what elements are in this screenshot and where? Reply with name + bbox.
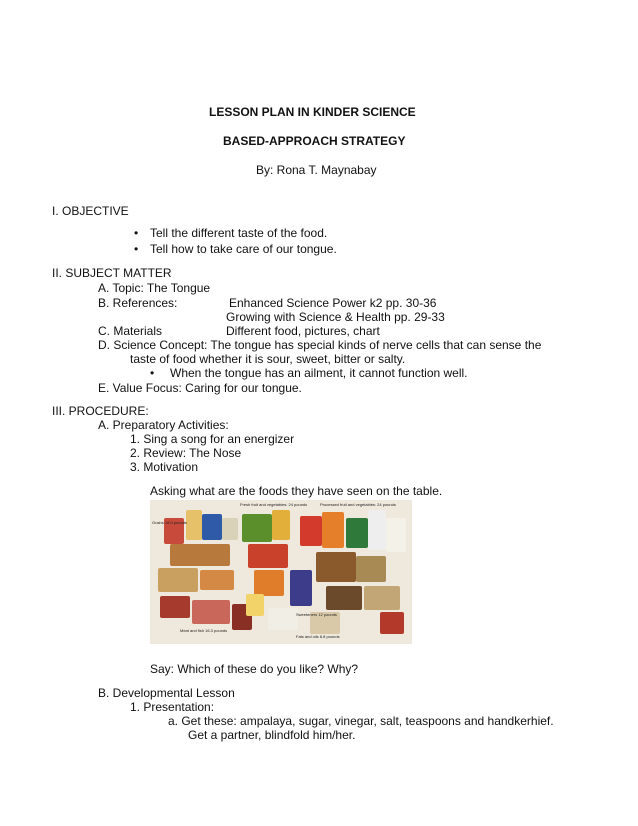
materials-value: Different food, pictures, chart: [226, 324, 380, 338]
bullet-icon: •: [150, 366, 155, 380]
value-focus-line: E. Value Focus: Caring for our tongue.: [98, 381, 302, 395]
say-prompt: Say: Which of these do you like? Why?: [150, 662, 359, 676]
bullet-icon: •: [134, 242, 139, 256]
procedure-heading: III. PROCEDURE:: [52, 404, 149, 418]
author-line: By: Rona T. Maynabay: [256, 163, 377, 177]
references-label: B. References:: [98, 296, 178, 310]
photo-caption: Fresh fruit and vegetables: 24 pounds: [240, 502, 308, 507]
objective-item: Tell the different taste of the food.: [150, 226, 328, 240]
photo-caption: Fats and oils 8.8 pounds: [296, 634, 340, 639]
objective-item: Tell how to take care of our tongue.: [150, 242, 337, 256]
bullet-icon: •: [134, 226, 139, 240]
science-concept-line: D. Science Concept: The tongue has special kinds of nerve cells that can sense the: [98, 338, 542, 352]
materials-label: C. Materials: [98, 324, 163, 338]
presentation-step: a. Get these: ampalaya, sugar, vinegar, salt, teaspoons and handkerhief.: [168, 714, 554, 728]
topic-line: A. Topic: The Tongue: [98, 281, 211, 295]
page-subtitle: BASED-APPROACH STRATEGY: [223, 134, 406, 148]
activity-item: 2. Review: The Nose: [130, 446, 242, 460]
science-concept-line: taste of food whether it is sour, sweet, bitter or salty.: [130, 352, 406, 366]
objective-heading: I. OBJECTIVE: [52, 204, 129, 218]
preparatory-activities: A. Preparatory Activities:: [98, 418, 229, 432]
photo-caption: Processed fruit and vegetables: 24 pounds: [320, 502, 396, 507]
subject-matter-heading: II. SUBJECT MATTER: [52, 266, 172, 280]
motivation-text: Asking what are the foods they have seen on the table.: [150, 484, 443, 498]
photo-caption: Meat and fish 16.3 pounds: [180, 628, 228, 633]
presentation-step: Get a partner, blindfold him/her.: [188, 728, 356, 742]
photo-caption: Sweeteners 12 pounds: [296, 612, 337, 617]
developmental-lesson: B. Developmental Lesson: [98, 686, 235, 700]
food-pyramid-photo: [150, 500, 412, 644]
photo-caption: Grains 18.0 pounds: [152, 520, 187, 525]
science-concept-bullet: When the tongue has an ailment, it cannot function well.: [170, 366, 468, 380]
reference-item: Growing with Science & Health pp. 29-33: [226, 310, 445, 324]
reference-item: Enhanced Science Power k2 pp. 30-36: [229, 296, 437, 310]
activity-item: 3. Motivation: [130, 460, 199, 474]
presentation-item: 1. Presentation:: [130, 700, 215, 714]
page-title: LESSON PLAN IN KINDER SCIENCE: [209, 105, 416, 119]
activity-item: 1. Sing a song for an energizer: [130, 432, 295, 446]
